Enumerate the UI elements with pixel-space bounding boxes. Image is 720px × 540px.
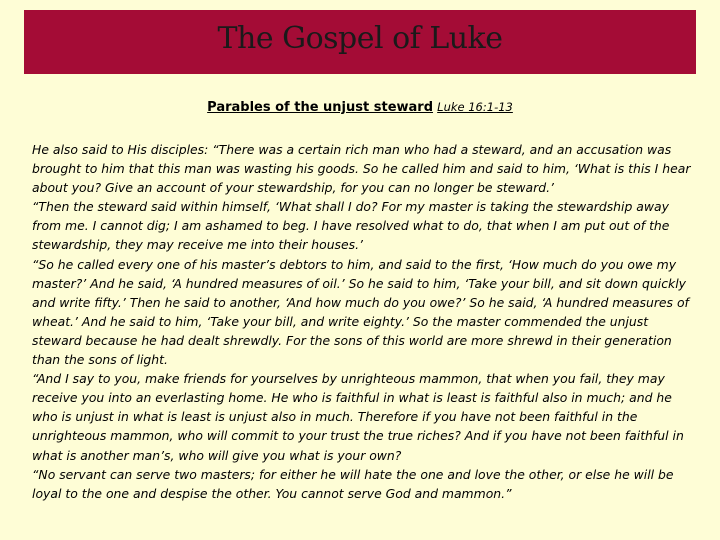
title-bar — [24, 10, 696, 74]
scripture-reference: Luke 16:1-13 — [437, 100, 513, 114]
passage-paragraph: “So he called every one of his master’s debtors to him, and said to the first, ‘How much do you owe my master?’ And he said, ‘A hundred measures of oil.’ So he said to him, ‘Take your bill, and sit down quickly and write fifty.’ Then he said to another, ‘And how much do you owe?’ So he said, ‘A hundred measures of wheat.’ And he said to him, ‘Take your bill, and write eighty.’ So the master commended the unjust steward because he had dealt shrewdly. For the sons of this world are more shrewd in their generation than the sons of light. — [32, 256, 689, 368]
section-heading — [0, 100, 720, 115]
scripture-passage — [32, 140, 694, 503]
passage-paragraph: “Then the steward said within himself, ‘What shall I do? For my master is taking the stewardship away from me. I cannot dig; I am ashamed to beg. I have resolved what to do, that when I am put out of the stewardship, they may receive me into their houses.’ — [32, 199, 670, 253]
passage-paragraph: He also said to His disciples: “There was a certain rich man who had a steward, and an accusation was brought to him that this man was wasting his goods. So he called him and said to him, ‘What is this I hear about you? Give an account of your stewardship, for you can no longer be steward.’ — [32, 142, 691, 196]
passage-paragraph: “No servant can serve two masters; for either he will hate the one and love the other, or else he will be loyal to the one and despise the other. You cannot serve God and mammon.” — [32, 466, 674, 501]
passage-paragraph: “And I say to you, make friends for yourselves by unrighteous mammon, that when you fail, they may receive you into an everlasting home. He who is faithful in what is least is faithful also in much; and he who is unjust in what is least is unjust also in much. Therefore if you have not been faithful in the unrighteous mammon, who will commit to your trust the true riches? And if you have not been faithful in what is another man’s, who will give you what is your own? — [32, 371, 684, 463]
slide-title: The Gospel of Luke — [217, 20, 503, 56]
heading-main: Parables of the unjust steward — [207, 100, 434, 115]
